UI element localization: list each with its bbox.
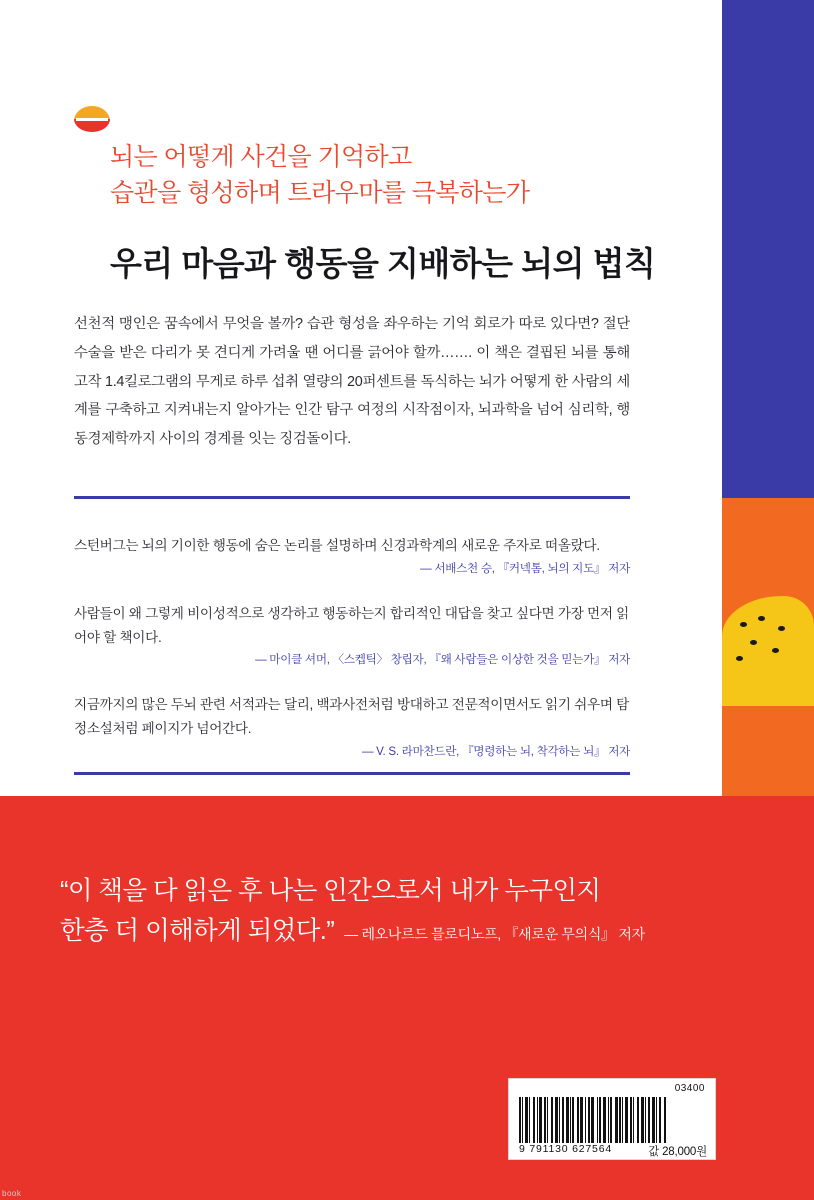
- endorsement-text: 사람들이 왜 그렇게 비이성적으로 생각하고 행동하는지 합리적인 대답을 찾고 싶다면 가장 먼저 읽어야 할 책이다.: [74, 605, 629, 645]
- endorsement-text: 스턴버그는 뇌의 기이한 행동에 숨은 논리를 설명하며 신경과학계의 새로운 주자로 떠올랐다.: [74, 538, 600, 553]
- endorsement-text: 지금까지의 많은 두뇌 관련 서적과는 달리, 백과사전처럼 방대하고 전문적이면서도 읽기 쉬우며 탐정소설처럼 페이지가 넘어간다.: [74, 697, 629, 737]
- logo-divider-bar: [76, 118, 108, 121]
- endorsement-attribution: — 마이클 셔머, 〈스켑틱〉 창립자, 『왜 사람들은 이상한 것을 믿는가』 저자: [255, 653, 630, 667]
- feature-quote: [60, 872, 700, 951]
- spine-red-block: [722, 796, 814, 1200]
- barcode: [508, 1078, 716, 1160]
- book-title: 우리 마음과 행동을 지배하는 뇌의 법칙: [110, 245, 656, 282]
- spine-yellow-block: [722, 596, 814, 706]
- barcode-isbn-digits: 9 791130 627564: [519, 1143, 612, 1155]
- spine-dot: [750, 640, 757, 645]
- spine-strip: [722, 0, 814, 1200]
- endorsement-attribution: — V. S. 라마찬드란, 『명령하는 뇌, 착각하는 뇌』 저자: [361, 744, 630, 758]
- endorsement-item: [74, 602, 630, 668]
- feature-quote-attribution: — 레오나르드 믈로디노프, 『새로운 무의식』 저자: [344, 925, 645, 942]
- publisher-logo-icon: [74, 106, 110, 132]
- spine-dot: [736, 656, 743, 661]
- kicker-line-2: 습관을 형성하며 트라우마를 극복하는가: [110, 178, 530, 207]
- divider-rule-bottom: [74, 772, 630, 775]
- divider-rule-top: [74, 496, 630, 499]
- barcode-bars: [519, 1097, 707, 1143]
- endorsement-attribution: — 서배스천 승, 『커넥톰, 뇌의 지도』 저자: [420, 561, 630, 575]
- spine-dot: [740, 622, 747, 627]
- book-blurb: 선천적 맹인은 꿈속에서 무엇을 볼까? 습관 형성을 좌우하는 기억 회로가 따로 있다면? 절단 수술을 받은 다리가 못 견디게 가려울 땐 어디를 긁어야 할까……. 이 책은 결핍된 뇌를 통해 고작 1.4킬로그램의 무게로 하루 섭취 열량의 20퍼센트를 독식하는 뇌가 어떻게 한 사람의 세계를 구축하고 지켜내는지 알아가는 인간 탐구 여정의 시작점이자, 뇌과학을 넘어 심리학, 행동경제학까지 사이의 경계를 잇는 징검돌이다.: [74, 316, 630, 448]
- corner-watermark: book: [2, 1189, 22, 1198]
- feature-quote-line-1: “이 책을 다 읽은 후 나는 인간으로서 내가 누구인지: [60, 877, 601, 905]
- endorsement-list: [74, 534, 630, 785]
- kicker-line-1: 뇌는 어떻게 사건을 기억하고: [110, 143, 412, 171]
- endorsement-item: [74, 693, 630, 759]
- barcode-price: 값 28,000원: [648, 1146, 707, 1158]
- endorsement-item: [74, 534, 630, 576]
- spine-navy-block: [722, 0, 814, 500]
- spine-dot: [758, 616, 765, 621]
- spine-dot: [772, 648, 779, 653]
- spine-dot: [778, 626, 785, 631]
- cover-kicker: [110, 140, 670, 211]
- barcode-price-code: 03400: [674, 1083, 705, 1094]
- feature-quote-line-2: 한층 더 이해하게 되었다.”: [60, 916, 335, 945]
